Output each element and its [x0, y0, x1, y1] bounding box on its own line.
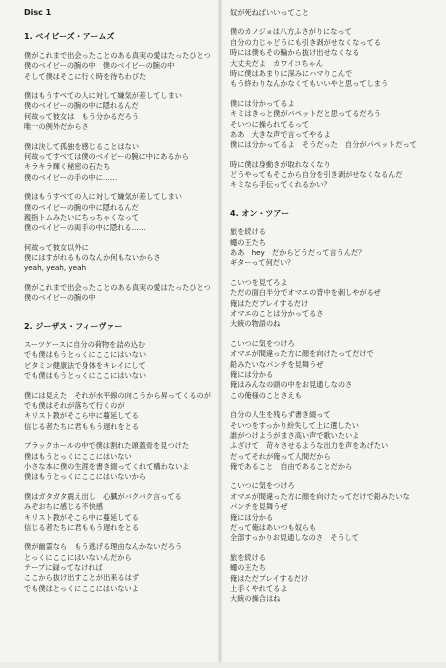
lyric-line: 俺であること 自由であることだから	[230, 462, 353, 472]
stanza-gap	[230, 90, 435, 99]
song-2-lyrics	[24, 340, 214, 594]
left-column	[24, 0, 214, 594]
lyric-line: 誰がつけようがまさ高い声で歌いたいよ	[230, 430, 360, 440]
stanza-gap	[230, 472, 435, 481]
lyric-line: だってそれが俺って人間だから	[230, 451, 331, 461]
lyric-line: 僕はもうとっくにここにはいない	[24, 451, 132, 461]
lyric-line: そいつに操られてるって	[230, 119, 310, 129]
lyric-line: 僕にはすがれるものなんか何もないからさ	[24, 253, 161, 263]
stanza-gap	[230, 401, 435, 410]
lyric-line: オマエが間違った方に顔を向けたってだけで鉛みたいな	[230, 491, 410, 501]
lyric-line: 僕はガタガタ震え出し 心臓がバクバク言ってる	[24, 491, 182, 501]
lyric-line: でも僕はそれが落ちて行くのが	[24, 400, 125, 410]
song-title-1: 1. ベイビーズ・アームズ	[24, 32, 115, 42]
page-bottom-edge	[0, 662, 446, 668]
stanza-gap	[24, 432, 214, 441]
disc-label: Disc 1	[24, 8, 52, 17]
lyric-line: キリスト教がそこら中に蔓延してる	[24, 411, 139, 421]
right-column	[230, 0, 435, 605]
lyric-line: とっくにここにはいないんだから	[24, 552, 132, 562]
lyric-line: 何故ってすべては僕のベイビーの腕に中にあるから	[24, 151, 189, 161]
lyric-line: 蠅の王たち	[230, 563, 266, 573]
stanza-gap	[230, 18, 435, 27]
lyric-line: 時には僕もその輪から抜け出せなくなる	[230, 48, 360, 58]
lyric-line: 時に僕は身動きが取れなくなり	[230, 159, 331, 169]
lyric-line: ただの面白半分でオマエの背中を刺しやがるぜ	[230, 288, 381, 298]
stanza-gap	[230, 330, 435, 339]
lyric-line: 何故って彼女は もう分かるだろう	[24, 111, 140, 121]
lyric-line: 僕のカノジョは八方ふさがりになって	[230, 27, 352, 37]
song-1-lyrics	[24, 51, 214, 304]
lyric-line: オマエが間違った方に顔を向けたってだけで	[230, 349, 374, 359]
lyric-line: 俺には分かる	[230, 369, 274, 379]
lyric-line: こいつに気をつけろ	[230, 338, 295, 348]
lyric-line: スーツケースに自分の荷物を詰め込む	[24, 340, 146, 350]
lyric-line: 僕のベイビーの腕の中に隠れるんだ	[24, 202, 139, 212]
page-fold	[218, 0, 222, 668]
lyric-line: 僕には見えた それが水平線の向こうから昇ってくるのが	[24, 390, 211, 400]
lyric-line: みぞおちに感じる不快感	[24, 502, 104, 512]
lyric-line: 僕には分かってるよ そうだった 自分がパペットだって	[230, 140, 417, 150]
song-3-lyrics	[230, 8, 435, 191]
lyric-line: でも僕はもうとっくにここにはいない	[24, 350, 147, 360]
lyric-line: 鉛みたいなパンチを見舞うぜ	[230, 359, 324, 369]
lyric-line: ふざけて 苛々させるような出力を声をあげたい	[230, 441, 389, 451]
lyric-line: 僕はもうとっくにここにはいないから	[24, 472, 147, 482]
lyric-line: 僕は決して孤独を感じることはない	[24, 141, 140, 151]
lyric-line: 何故って彼女以外に	[24, 242, 89, 252]
lyric-line: 僕のベイビーの両手の中に隠れる……	[24, 223, 146, 233]
lyric-line: そいつをすっかり紛失して上に遺したい	[230, 420, 359, 430]
lyric-line: こいつに気をつけろ	[230, 481, 295, 491]
lyric-line: 僕が幽霊なら もう逃げる理由なんかないだろう	[24, 542, 183, 552]
lyric-line: 信じる者たちに君ももう遅れをとる	[24, 522, 140, 532]
lyric-line: キミはきっと僕がパペットだと思ってるだろう	[230, 109, 381, 119]
lyric-line: 上手くやれてるよ	[230, 583, 288, 593]
lyric-line: キリスト教がそこら中に蔓延してる	[24, 512, 139, 522]
lyric-line: 僕はもうすべての人に対して嫌気が差してしまい	[24, 192, 182, 202]
lyric-line: ここから抜け出すことが出来るはず	[24, 573, 140, 583]
stanza-gap	[24, 382, 214, 391]
lyric-line: ああ hey だからどうだって言うんだ？	[230, 248, 366, 258]
lyric-line: だって俺はあいつも奴らも	[230, 523, 317, 533]
stanza-gap	[230, 269, 435, 278]
lyric-line: 信じる者たちに君ももう遅れをとる	[24, 421, 140, 431]
lyric-line: 僕のベイビーの腕の中	[24, 293, 96, 303]
stanza-gap	[24, 183, 214, 192]
lyric-line: ビタミン健康法で身体をキレイにして	[24, 360, 146, 370]
lyric-line: 僕はもうすべての人に対して嫌気が差してしまい	[24, 90, 182, 100]
lyric-line: 旅を続ける	[230, 227, 266, 237]
lyric-line: 俺はただプレイするだけ	[230, 298, 309, 308]
song-title-2: 2. ジーザス・フィーヴァー	[24, 321, 123, 331]
stanza-gap	[24, 234, 214, 243]
lyric-line: オマエのことは分かってるさ	[230, 309, 324, 318]
lyric-line: もう終わりなんかなくてもいいやと思ってしまう	[230, 79, 389, 89]
song-4-lyrics	[230, 227, 435, 605]
lyric-line: 僕のベイビーの腕の中に隠れるんだ	[24, 101, 139, 111]
stanza-gap	[24, 483, 214, 492]
lyric-line: 全部すっかりお見通しなのさ そうして	[230, 533, 359, 543]
lyric-line: 大統の操合はね	[230, 594, 281, 604]
lyric-line: 僕がこれまで出会ったことのある真実の愛はたったひとつ	[24, 50, 211, 60]
lyric-line: でも僕はもうとっくにここにはいない	[24, 371, 147, 381]
lyric-line: でも僕はとっくにここにはいないよ	[24, 583, 139, 593]
lyric-line: 大丈夫だよ カワイコちゃん	[230, 58, 323, 68]
lyric-line: ああ 大きな声で言ってやるよ	[230, 129, 331, 139]
lyric-line: どうやってもそこから自分を引き剥がせなくなるんだ	[230, 170, 403, 180]
lyric-line: 僕がこれまで出会ったことのある真実の愛はたったひとつ	[24, 282, 211, 292]
lyric-line: 俺はただプレイするだけ	[230, 573, 309, 583]
lyric-line: 俺には分かる	[230, 512, 274, 522]
stanza-gap	[230, 544, 435, 553]
lyric-line: こいつを見てろよ	[230, 277, 288, 287]
stanza-gap	[24, 533, 214, 542]
lyric-line: 俺はみんなの頭の中をお見通しなのさ	[230, 380, 353, 390]
lyric-line: 僕のベイビーの手の中に……	[24, 172, 118, 182]
stanza-gap	[24, 133, 214, 142]
stanza-gap	[230, 151, 435, 160]
lyric-line: キラキラ輝く秘密の石たち	[24, 162, 111, 172]
lyric-line: 唯一の例外だからさ	[24, 122, 89, 132]
lyric-line: 大統の物語のね	[230, 319, 281, 329]
lyric-line: 旅を続ける	[230, 552, 266, 562]
lyric-line: テープに録ってなければ	[24, 563, 103, 573]
lyric-line: この俺様のことさえも	[230, 390, 302, 400]
lyric-line: ギターって何だい？	[230, 258, 295, 268]
song-title-4: 4. オン・ツアー	[230, 208, 290, 218]
lyric-line: 僕には分かってるよ	[230, 98, 295, 108]
stanza-gap	[24, 82, 214, 91]
lyric-line: yeah, yeah, yeah	[24, 263, 87, 273]
lyric-line: そして僕はそこに行く時を待ちわびた	[24, 71, 147, 81]
lyric-line: キミなら手伝ってくれるかい？	[230, 180, 331, 190]
lyric-line: 時に僕はあまりに深みにハマりこんで	[230, 68, 353, 78]
lyric-line: 僕のベイビーの腕の中 僕のベイビーの腕の中	[24, 61, 175, 71]
lyric-line: 親指トムみたいにちっちゃくなって	[24, 212, 140, 222]
stanza-gap	[24, 274, 214, 283]
lyric-line: 自分の人生を残らず書き綴って	[230, 410, 331, 420]
lyric-line: 自分の力じゃどうにも引き剥がせなくなってる	[230, 37, 381, 47]
lyric-line: 奴が死ねばいいってこと	[230, 8, 310, 17]
lyric-line: 蠅の王たち	[230, 237, 266, 247]
lyric-line: ブラックホールの中で僕は割れた頭蓋骨を見つけた	[24, 441, 190, 451]
lyric-line: 小さな本に僕の生涯を書き綴ってくれて構わないよ	[24, 461, 190, 471]
lyric-line: パンチを見舞うぜ	[230, 502, 288, 512]
